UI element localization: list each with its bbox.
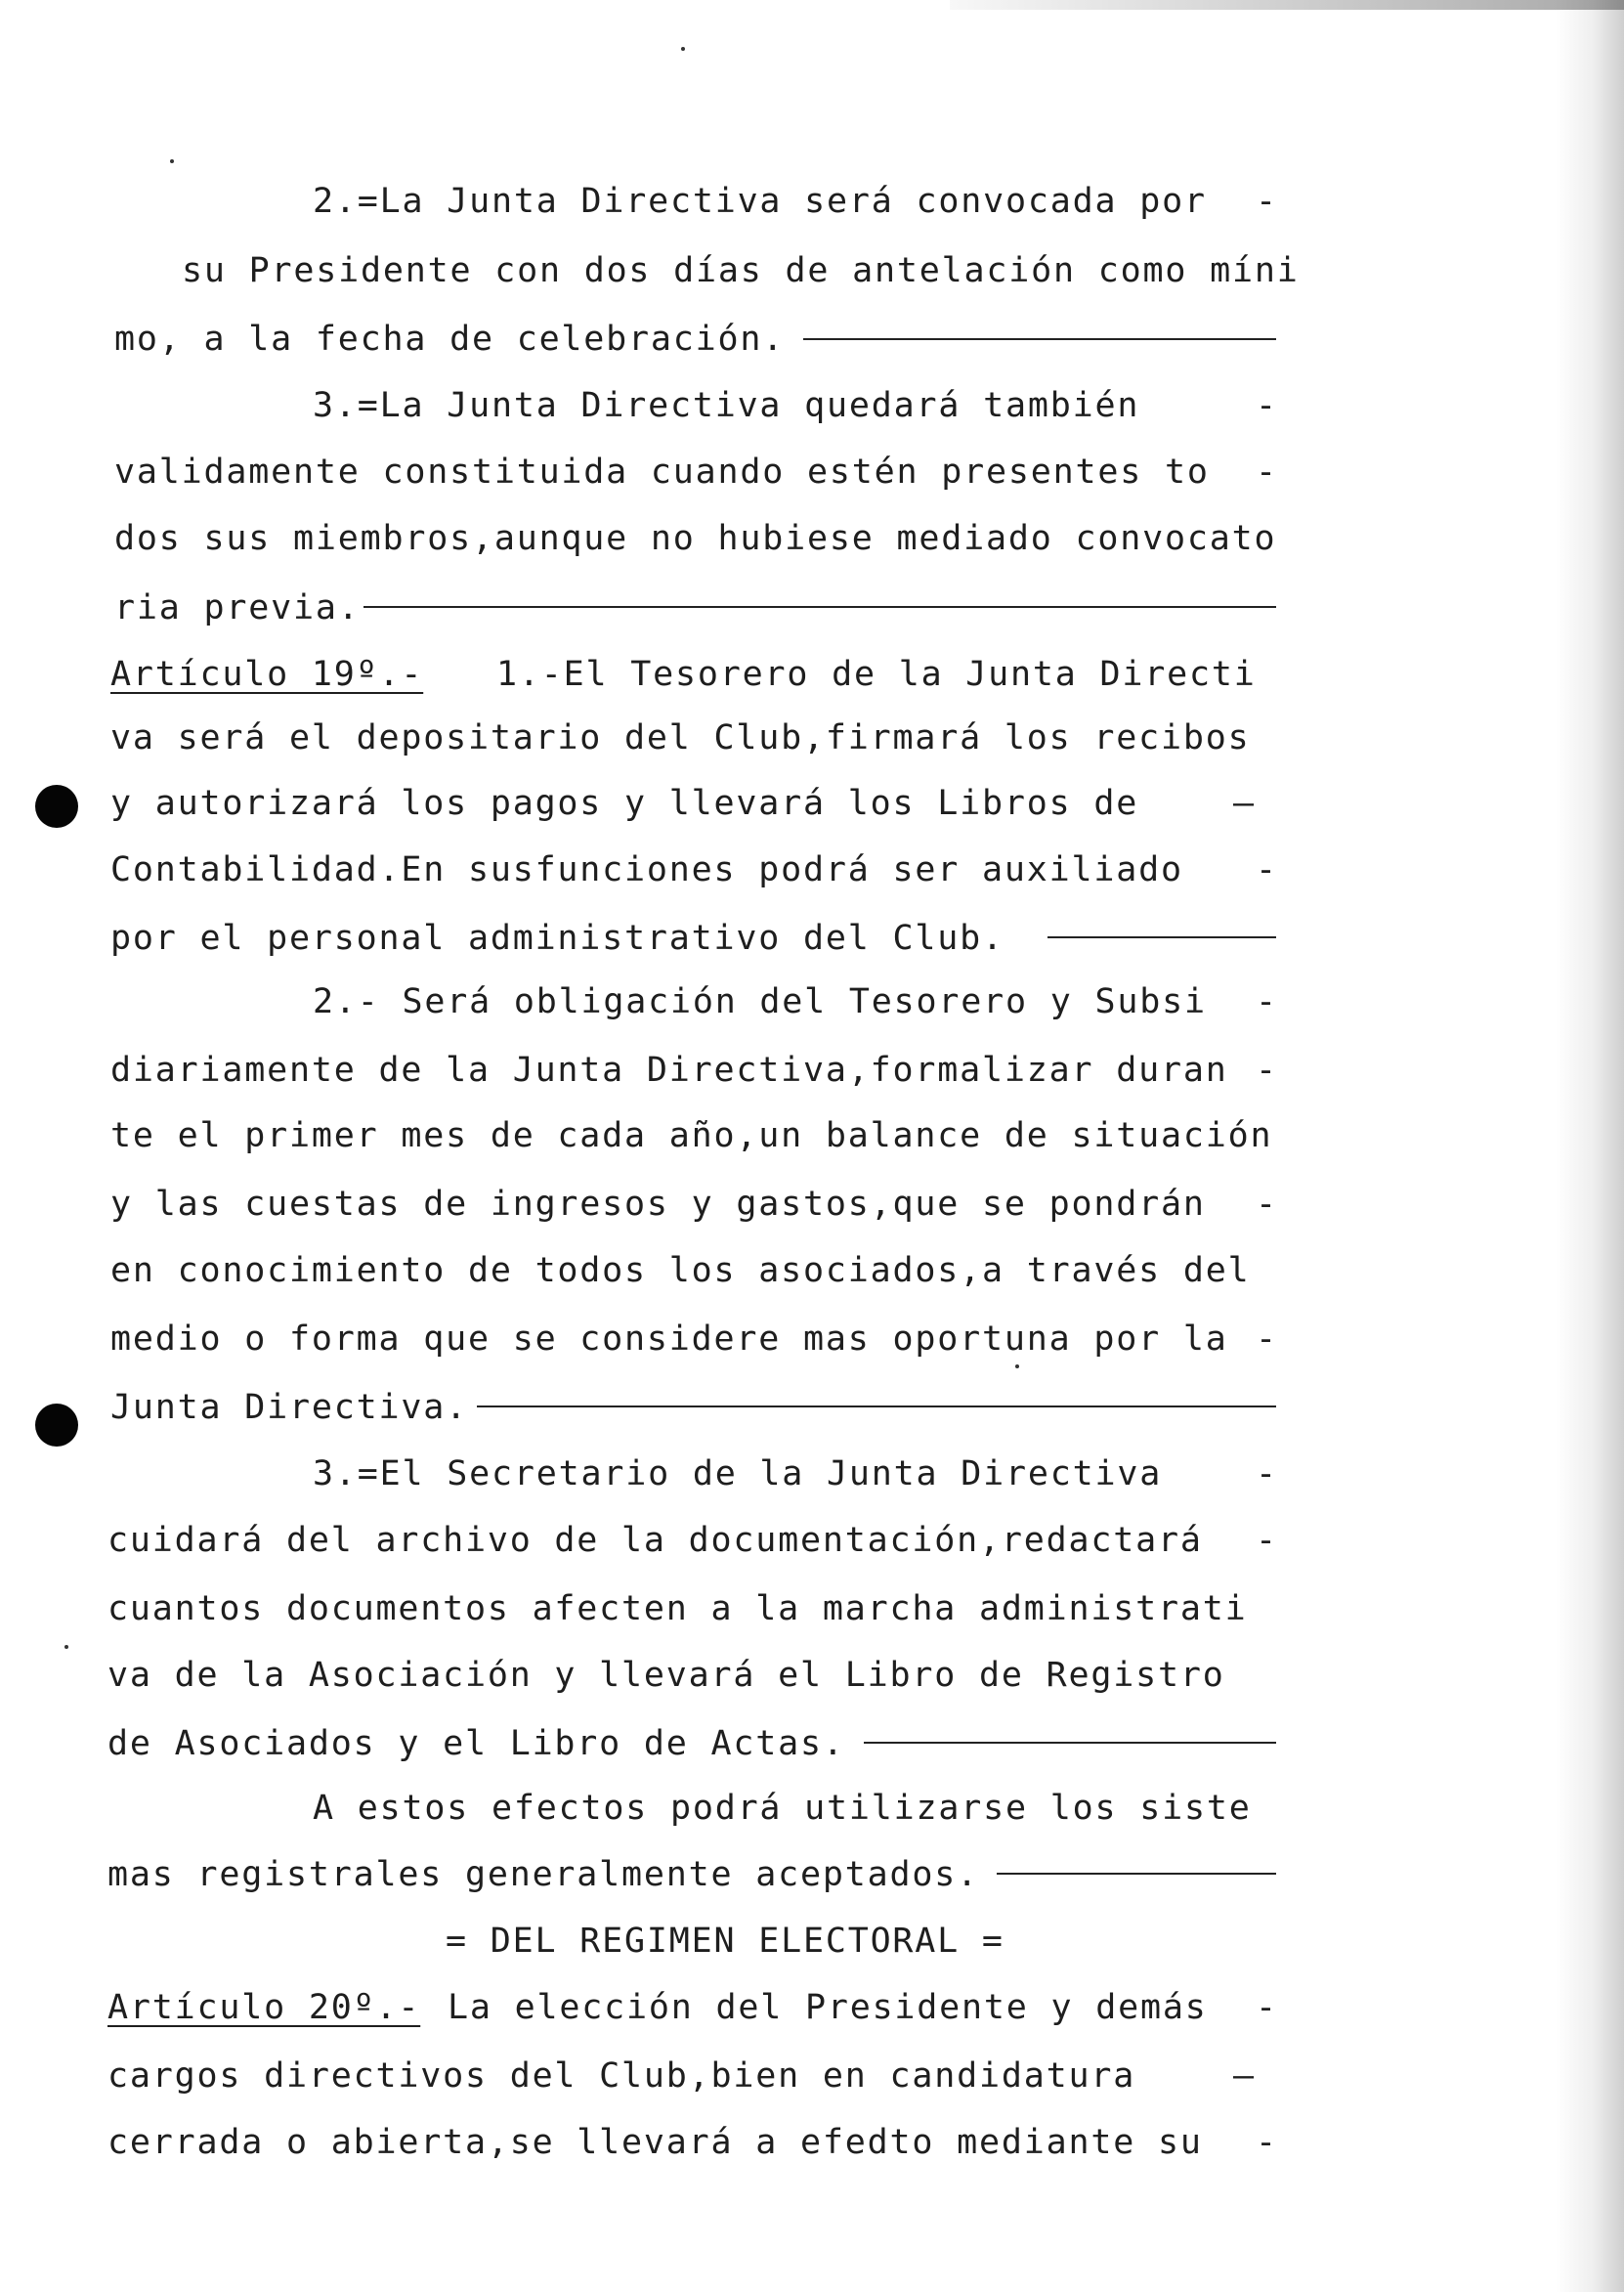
line-end-dash: — xyxy=(1233,2056,1255,2096)
text-line: validamente constituida cuando estén presentes to xyxy=(114,453,1210,492)
fill-rule xyxy=(864,1742,1276,1744)
scan-speck xyxy=(681,47,685,51)
text-line: medio o forma que se considere mas oportuna por la xyxy=(110,1319,1228,1359)
text-line: diariamente de la Junta Directiva,formalizar duran xyxy=(110,1051,1228,1090)
text-line: de Asociados y el Libro de Actas. xyxy=(107,1724,845,1763)
line-end-dash: - xyxy=(1256,1988,1277,2027)
text-line: cargos directivos del Club,bien en candidatura xyxy=(107,2056,1136,2096)
text-line: Junta Directiva. xyxy=(110,1388,468,1427)
fill-rule xyxy=(997,1873,1276,1875)
text-line: A estos efectos podrá utilizarse los siste xyxy=(313,1789,1252,1828)
article-heading: Artículo 19º.- xyxy=(110,655,424,694)
section-heading: = DEL REGIMEN ELECTORAL = xyxy=(446,1922,1004,1961)
text-line: cerrada o abierta,se llevará a efedto mediante su xyxy=(107,2123,1203,2162)
text-line: 3.=La Junta Directiva quedará también xyxy=(313,386,1140,425)
line-end-dash: - xyxy=(1256,453,1277,492)
text-line: y autorizará los pagos y llevará los Libros de xyxy=(110,784,1139,823)
text-line: y las cuestas de ingresos y gastos,que se pondrán xyxy=(110,1185,1206,1224)
text-line: mo, a la fecha de celebración. xyxy=(114,320,786,359)
scan-speck xyxy=(170,159,174,163)
text-line: va de la Asociación y llevará el Libro de Registro xyxy=(107,1656,1225,1695)
text-line: 1.-El Tesorero de la Junta Directi xyxy=(496,655,1257,694)
line-end-dash: - xyxy=(1256,1521,1277,1560)
line-end-dash: - xyxy=(1256,386,1277,425)
line-end-dash: - xyxy=(1256,1185,1277,1224)
fill-rule xyxy=(477,1405,1276,1407)
text-line: Contabilidad.En susfunciones podrá ser auxiliado xyxy=(110,850,1183,889)
punch-hole-upper xyxy=(35,785,78,828)
text-line: mas registrales generalmente aceptados. xyxy=(107,1855,979,1894)
text-line: La elección del Presidente y demás xyxy=(448,1988,1208,2027)
article-heading: Artículo 20º.- xyxy=(107,1988,421,2027)
line-end-dash: — xyxy=(1233,784,1255,823)
text-line: 2.=La Junta Directiva será convocada por xyxy=(313,182,1207,221)
text-line: cuantos documentos afecten a la marcha administrati xyxy=(107,1589,1248,1628)
scan-top-edge xyxy=(950,0,1624,10)
text-line: por el personal administrativo del Club. xyxy=(110,919,1004,958)
text-line: 3.=El Secretario de la Junta Directiva xyxy=(313,1454,1163,1493)
fill-rule xyxy=(1047,936,1276,938)
scan-speck xyxy=(1015,1364,1019,1368)
punch-hole-lower xyxy=(35,1404,78,1447)
text-line: su Presidente con dos días de antelación como míni xyxy=(182,251,1300,290)
scan-edge-shadow xyxy=(1556,0,1624,2292)
line-end-dash: - xyxy=(1256,1454,1277,1493)
text-line: cuidará del archivo de la documentación,redactará xyxy=(107,1521,1203,1560)
line-end-dash: - xyxy=(1256,1319,1277,1359)
text-line: en conocimiento de todos los asociados,a través del xyxy=(110,1251,1251,1290)
line-end-dash: - xyxy=(1256,2123,1277,2162)
scan-speck xyxy=(64,1645,68,1649)
text-line: te el primer mes de cada año,un balance de situación xyxy=(110,1116,1273,1155)
text-line: 2.- Será obligación del Tesorero y Subsi xyxy=(313,982,1207,1021)
line-end-dash: - xyxy=(1256,182,1277,221)
line-end-dash: - xyxy=(1256,982,1277,1021)
fill-rule xyxy=(363,606,1276,608)
text-line: ria previa. xyxy=(114,588,361,627)
text-line: va será el depositario del Club,firmará los recibos xyxy=(110,718,1251,757)
text-line: dos sus miembros,aunque no hubiese mediado convocato xyxy=(114,519,1277,558)
line-end-dash: - xyxy=(1256,1051,1277,1090)
fill-rule xyxy=(803,338,1276,340)
line-end-dash: - xyxy=(1256,850,1277,889)
